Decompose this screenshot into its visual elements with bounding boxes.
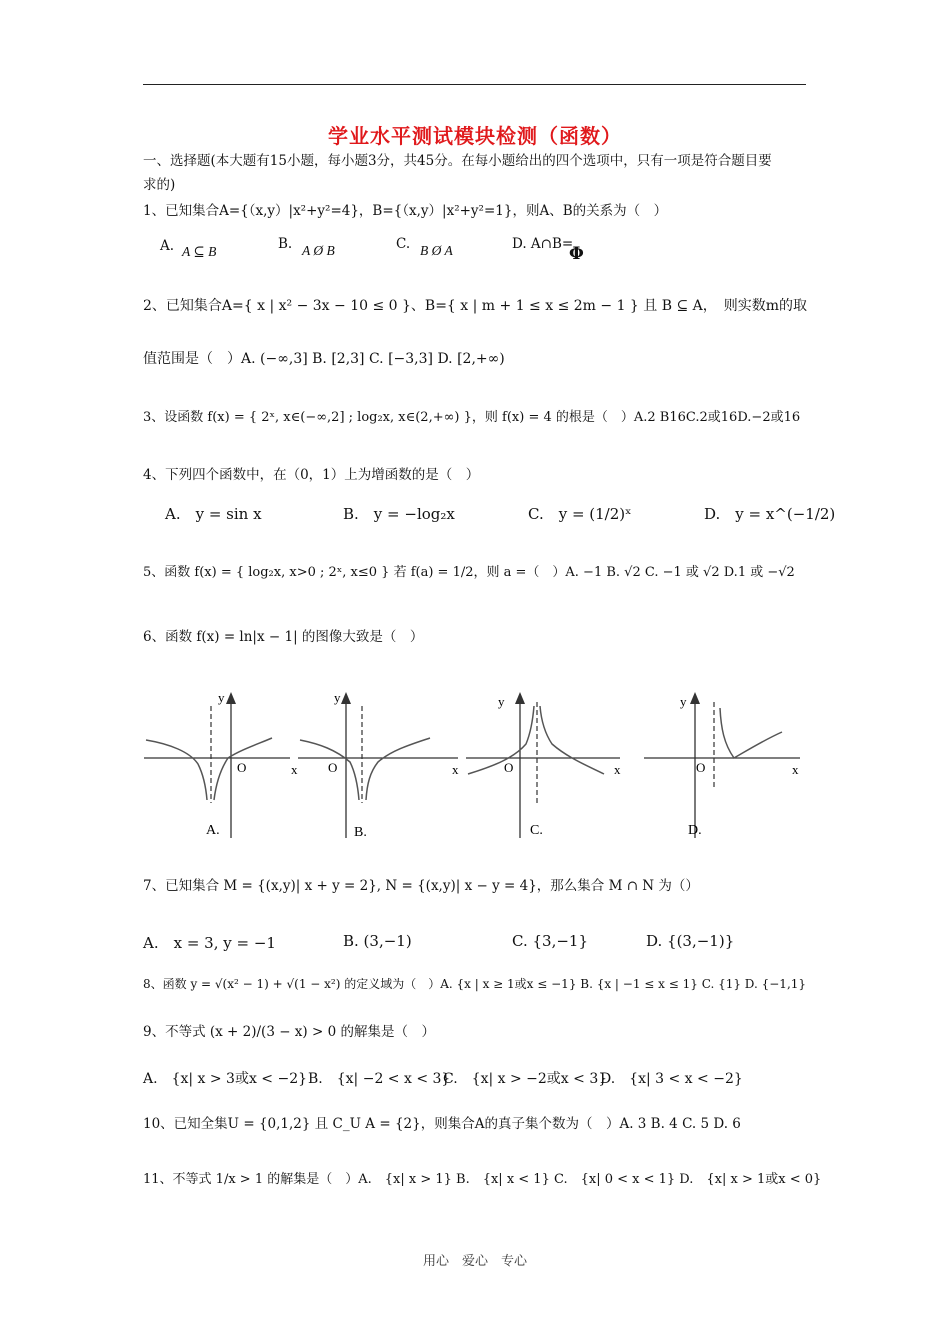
graph-c-origin: O — [504, 760, 514, 775]
section-heading-cont: 求的) — [143, 177, 176, 193]
question-2-stem: 2、已知集合A={ x | x² − 3x − 10 ≤ 0 }、B={ x | m + 1 ≤ x ≤ 2m − 1 } 且 B ⊆ A， 则实数m的取 — [143, 298, 808, 314]
page-title: 学业水平测试模块检测（函数） — [328, 124, 622, 148]
q1-option-d-label: D. A∩B= — [512, 236, 574, 252]
question-10: 10、已知全集U = {0,1,2} 且 C_U A = {2}，则集合A的真子集个数为（ ）A. 3 B. 4 C. 5 D. 6 — [143, 1116, 741, 1132]
q4-option-d: D. y = x^(−1/2) — [704, 505, 836, 523]
q4-option-a: A. y = sin x — [165, 505, 262, 523]
question-7-stem: 7、已知集合 M = {(x,y)| x + y = 2}, N = {(x,y)| x − y = 4}，那么集合 M ∩ N 为（） — [143, 878, 699, 894]
graph-a-y-label: y — [218, 690, 225, 705]
q9-option-b: B. {x| −2 < x < 3} — [308, 1071, 451, 1087]
q9-option-a: A. {x| x > 3或x < −2} — [143, 1071, 308, 1087]
page-footer: 用心 爱心 专心 — [422, 1254, 527, 1269]
graph-b — [298, 690, 459, 840]
q4-option-b: B. y = −log₂x — [343, 505, 455, 523]
question-11: 11、不等式 1/x > 1 的解集是（ ）A. {x| x > 1} B. {x| x < 1} C. {x| 0 < x < 1} D. {x| x > 1或x < 0} — [143, 1172, 822, 1187]
q1-option-d: Φ — [569, 244, 584, 264]
graph-a-label: A. — [206, 823, 220, 838]
graph-a-x-label: x — [291, 762, 298, 777]
graph-b-y-label: y — [334, 690, 341, 705]
graph-d-origin: O — [696, 760, 706, 775]
question-4-stem: 4、下列四个函数中，在（0，1）上为增函数的是（ ） — [143, 467, 480, 483]
section-heading: 一、选择题(本大题有15小题，每小题3分，共45分。在每小题给出的四个选项中，只有一项是符合题目要 — [143, 153, 772, 169]
graph-c-y-label: y — [498, 694, 505, 709]
question-8: 8、函数 y = √(x² − 1) + √(1 − x²) 的定义域为（ ）A. {x | x ≥ 1或x ≤ −1} B. {x | −1 ≤ x ≤ 1} C. {1} D. {−1,1} — [143, 977, 807, 991]
graph-d-y-label: y — [680, 694, 687, 709]
q1-option-b-label: B. — [278, 236, 293, 252]
q7-option-d: D. {(3,−1)} — [646, 932, 735, 950]
graph-b-x-label: x — [452, 762, 459, 777]
graph-a-curve — [146, 738, 272, 800]
graph-c-x-label: x — [614, 762, 621, 777]
q1-option-a-label: A. — [160, 238, 175, 254]
graph-a — [144, 690, 298, 838]
q1-option-b: A Ø B — [302, 243, 335, 258]
graph-c — [466, 692, 621, 838]
q4-option-c: C. y = (1/2)ˣ — [528, 505, 632, 523]
q9-option-d: D. {x| 3 < x < −2} — [600, 1071, 743, 1087]
q7-option-c: C. {3,−1} — [512, 932, 588, 950]
question-9-stem: 9、不等式 (x + 2)/(3 − x) > 0 的解集是（ ） — [143, 1024, 435, 1040]
q7-option-a: A. x = 3, y = −1 — [143, 934, 276, 952]
graph-b-origin: O — [328, 760, 338, 775]
q7-option-b: B. (3,−1) — [343, 932, 412, 950]
q1-option-a: A ⊆ B — [182, 244, 217, 259]
q9-option-c: C. {x| x > −2或x < 3} — [443, 1071, 608, 1087]
graph-c-y-arrow — [515, 692, 525, 704]
graph-b-label: B. — [354, 825, 367, 840]
graph-b-curve — [300, 738, 430, 800]
graph-d-label: D. — [688, 823, 702, 838]
header-rule — [143, 84, 806, 85]
q6-graphs — [140, 688, 810, 848]
q1-option-c-label: C. — [396, 236, 411, 252]
q1-option-c: B Ø A — [420, 243, 453, 258]
graph-d-y-arrow — [690, 692, 700, 704]
graph-a-origin: O — [237, 760, 247, 775]
graph-d — [644, 692, 800, 838]
graph-a-y-arrow — [226, 692, 236, 704]
graph-c-label: C. — [530, 823, 543, 838]
graph-d-x-label: x — [792, 762, 799, 777]
question-1-stem: 1、已知集合A={（x,y）|x²+y²=4}，B={（x,y）|x²+y²=1}，则A、B的关系为（ ） — [143, 203, 668, 219]
question-6-stem: 6、函数 f(x) = ln|x − 1| 的图像大致是（ ） — [143, 629, 424, 645]
graph-d-curve — [720, 708, 782, 758]
question-3: 3、设函数 f(x) = { 2ˣ, x∈(−∞,2] ; log₂x, x∈(2,+∞) }，则 f(x) = 4 的根是（ ）A.2 B16C.2或16D.−2或16 — [143, 410, 801, 425]
question-2-options: 值范围是（ ）A. (−∞,3] B. [2,3] C. [−3,3] D. [2,+∞) — [143, 351, 505, 367]
question-5: 5、函数 f(x) = { log₂x, x>0 ; 2ˣ, x≤0 } 若 f(a) = 1/2，则 a =（ ）A. −1 B. √2 C. −1 或 √2 D.1 或 −√2 — [143, 565, 795, 580]
graph-c-curve — [468, 706, 604, 774]
graph-b-y-arrow — [341, 692, 351, 704]
